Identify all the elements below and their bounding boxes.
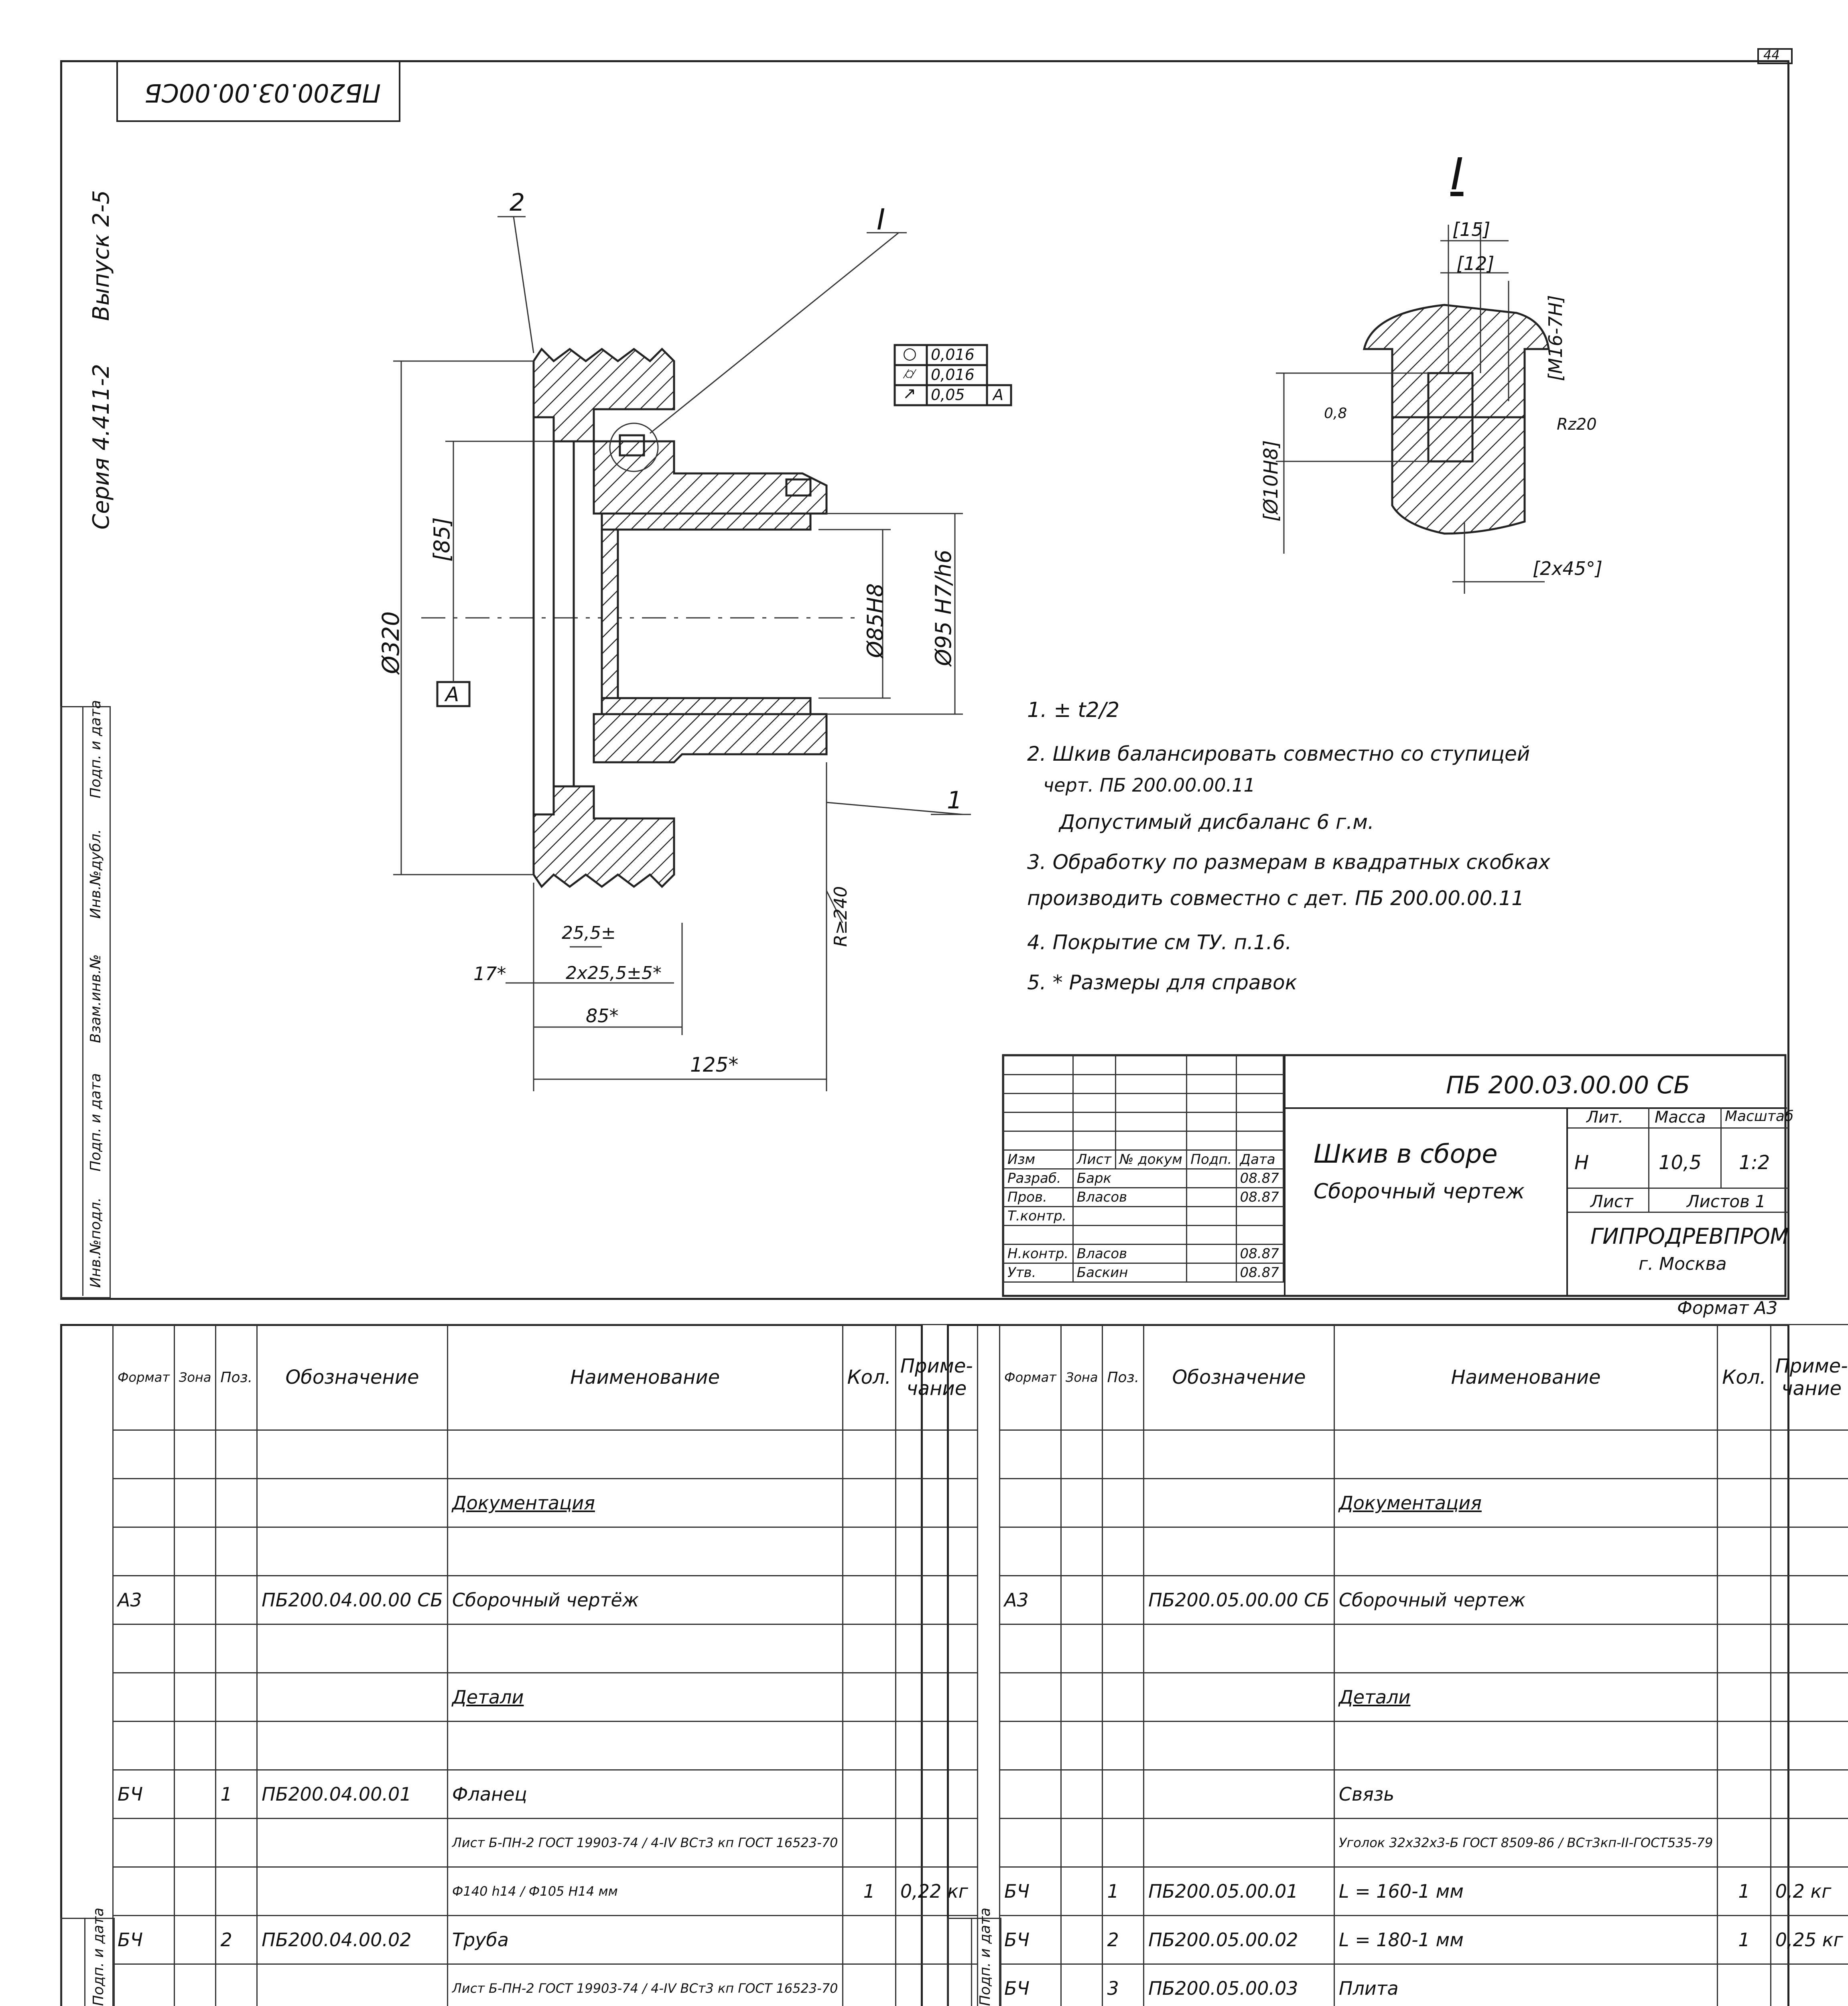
side-label-4: Инв.№дубл. [87,829,104,919]
r-hdr-zone: Зона [1061,1325,1103,1430]
spec-cell-r [1771,1479,1848,1527]
spec-cell-f: БЧ [113,1770,175,1819]
spec-row [113,1916,978,1964]
spec-row [1000,1527,1848,1576]
spec-cell-d [257,1479,448,1527]
spec-cell-r: 0,2 кг [1771,1867,1848,1916]
spec-cell-z [1061,1770,1103,1819]
spec-cell-n: L = 160-1 мм [1334,1867,1717,1916]
spec-cell-q [1718,1479,1771,1527]
spec-row [1000,1673,1848,1722]
r-hdr-note: Приме-чание [1771,1325,1848,1430]
spec-cell-p [1103,1819,1144,1867]
spec-cell-n: Сборочный чертёж [447,1576,843,1624]
tb-r4-role: Н.контр. [1004,1245,1073,1263]
tb-r1-role: Разраб. [1004,1169,1073,1188]
spec-cell-r [1771,1576,1848,1624]
tb-r1-name: Барк [1073,1169,1187,1188]
spec-cell-p [1103,1576,1144,1624]
spec-cell-p [1103,1430,1144,1479]
spec-cell-z [1061,1673,1103,1722]
spec-cell-z [174,1722,216,1770]
spec-cell-p [1103,1722,1144,1770]
spec-cell-f: БЧ [1000,1916,1061,1964]
tb-r5-date: 08.87 [1236,1263,1283,1282]
spec-cell-d [257,1964,448,2006]
detail-rz20: Rz20 [1557,415,1597,434]
spec-cell-f [1000,1479,1061,1527]
spec-cell-d [1144,1673,1334,1722]
spec-cell-f [1000,1722,1061,1770]
spec-row [1000,1479,1848,1527]
spec-cell-f [113,1722,175,1770]
spec-row [113,1673,978,1722]
spec-cell-q [843,1576,896,1624]
spec-cell-d [257,1673,448,1722]
spec-cell-r [1771,1722,1848,1770]
r-hdr-qty: Кол. [1718,1325,1771,1430]
spec-cell-p: 2 [216,1916,257,1964]
dim-2x25: 2х25,5±5* [566,963,662,983]
detail-dim-12: [12] [1456,253,1495,274]
spec-cell-p [1103,1770,1144,1819]
spec-cell-p [216,1673,257,1722]
tb-r1-sign [1187,1169,1236,1188]
spec-cell-n [447,1624,843,1673]
spec-cell-d [1144,1819,1334,1867]
spec-row [113,1624,978,1673]
spec-cell-f [1000,1819,1061,1867]
spec-cell-p [216,1479,257,1527]
spec-cell-p: 2 [1103,1916,1144,1964]
tb-city: г. Москва [1639,1254,1727,1274]
tol-symbol-3: ↗ [903,384,916,403]
spec-cell-z [174,1867,216,1916]
spec-cell-d: ПБ200.04.00.02 [257,1916,448,1964]
spec-cell-f [1000,1430,1061,1479]
spec-cell-z [1061,1916,1103,1964]
detail-dim-m16: [M16-7H] [1545,295,1566,381]
spec-cell-n: Фланец [447,1770,843,1819]
hdr-note: Приме-чание [896,1325,977,1430]
tb-h1: Изм [1004,1150,1073,1169]
hdr-name: Наименование [447,1325,843,1430]
spec-row [1000,1964,1848,2006]
tb-r5-role: Утв. [1004,1263,1073,1282]
tb-scale: 1:2 [1739,1151,1770,1174]
tb-r4-name: Власов [1073,1245,1187,1263]
dim-85b: 85* [586,1005,619,1027]
spec-cell-z [1061,1867,1103,1916]
spec-cell-f [113,1964,175,2006]
tol-value-2: 0,016 [931,366,975,384]
spec-cell-z [174,1479,216,1527]
issue-label: Выпуск 2-5 [88,190,114,321]
tb-org: ГИПРОДРЕВПРОМ [1590,1224,1789,1249]
spec-cell-f [113,1479,175,1527]
spec-cell-n: Труба [447,1916,843,1964]
spec-cell-p: 1 [216,1770,257,1819]
tb-name-2: Сборочный чертеж [1314,1180,1525,1204]
spec-cell-f: БЧ [1000,1964,1061,2006]
spec-row [113,1867,978,1916]
spec-cell-p [216,1819,257,1867]
spec-cell-q [843,1964,896,2006]
note-4: Допустимый дисбаланс 6 г.м. [1059,810,1374,834]
detail-ref: I [877,203,885,236]
spec-cell-d: ПБ200.04.00.00 СБ [257,1576,448,1624]
spec-cell-q: 1 [843,1867,896,1916]
top-format: Формат А3 [1677,1298,1778,1318]
note-3: черт. ПБ 200.00.00.11 [1043,774,1255,796]
spec-cell-q [1718,1964,1771,2006]
spec-cell-f [1000,1770,1061,1819]
spec-cell-q [843,1479,896,1527]
left-spec-table [112,1324,978,2006]
callout-2: 2 [510,189,525,217]
spec-cell-d [1144,1479,1334,1527]
spec-cell-d: ПБ200.05.00.02 [1144,1916,1334,1964]
spec-cell-z [174,1770,216,1819]
spec-cell-q [1718,1527,1771,1576]
spec-cell-n [447,1430,843,1479]
tb-r2-date: 08.87 [1236,1188,1283,1207]
spec-row [1000,1722,1848,1770]
spec-cell-z [1061,1624,1103,1673]
spec-cell-n: Документация [1334,1479,1717,1527]
dim-d85: [85] [429,517,455,562]
top-tb-right [1284,1055,1794,1296]
spec-cell-d [257,1624,448,1673]
tb-code: ПБ 200.03.00.00 СБ [1446,1071,1690,1099]
spec-cell-f: БЧ [1000,1867,1061,1916]
spec-cell-n: Сборочный чертеж [1334,1576,1717,1624]
tb-r3-role: Т.контр. [1004,1207,1073,1226]
spec-cell-q [1718,1624,1771,1673]
spec-cell-z [1061,1527,1103,1576]
hdr-designation: Обозначение [257,1325,448,1430]
spec-row [113,1479,978,1527]
side-stamp-left-divider [84,1918,85,2006]
spec-cell-q [843,1722,896,1770]
spec-row [113,1722,978,1770]
spec-cell-d [1144,1527,1334,1576]
side-label-5: Подп. и дата [87,700,104,798]
spec-cell-z [174,1964,216,2006]
dim-125: 125* [690,1053,739,1076]
tb-h3: № докум [1115,1150,1186,1169]
spec-cell-q [843,1624,896,1673]
spec-cell-f [113,1673,175,1722]
tb-name-1: Шкив в сборе [1314,1139,1498,1169]
spec-cell-q [1718,1819,1771,1867]
spec-cell-d: ПБ200.05.00.01 [1144,1867,1334,1916]
spec-row [113,1576,978,1624]
spec-cell-z [174,1430,216,1479]
spec-row [1000,1576,1848,1624]
spec-cell-r: 0,25 кг [1771,1916,1848,1964]
detail-08: 0,8 [1324,405,1347,422]
spec-cell-n: Детали [1334,1673,1717,1722]
spec-cell-f: А3 [113,1576,175,1624]
spec-cell-z [174,1527,216,1576]
spec-cell-p [216,1964,257,2006]
tol-symbol-2: ⌭ [903,364,914,383]
spec-cell-n: Связь [1334,1770,1717,1819]
spec-cell-d [1144,1624,1334,1673]
spec-cell-r [1771,1964,1848,2006]
tol-value-1: 0,016 [931,346,975,363]
spec-cell-d [1144,1430,1334,1479]
tb-r2-role: Пров. [1004,1188,1073,1207]
spec-cell-n: Лист Б-ПН-2 ГОСТ 19903-74 / 4-IV ВСт3 кп ГОСТ 16523-70 [447,1964,843,2006]
spec-cell-f [113,1624,175,1673]
spec-row [1000,1916,1848,1964]
spec-cell-z [1061,1964,1103,2006]
spec-cell-r: 0,22 кг [896,1867,977,1916]
tb-scale-header: Масштаб [1725,1108,1794,1125]
dim-17: 17* [473,963,506,985]
page-number: 44 [1763,47,1780,63]
tb-mass: 10,5 [1659,1151,1702,1174]
note-2: 2. Шкив балансировать совместно со ступицей [1027,742,1530,765]
tol-symbol-1: ○ [903,344,917,363]
spec-cell-n: Лист Б-ПН-2 ГОСТ 19903-74 / 4-IV ВСт3 кп ГОСТ 16523-70 [447,1819,843,1867]
spec-cell-n [1334,1722,1717,1770]
side-label-1: Инв.№подл. [87,1197,104,1288]
top-title-block-sign [1003,1055,1284,1283]
tol-base-3: A [993,386,1003,404]
spec-cell-z [174,1916,216,1964]
spec-cell-p [216,1722,257,1770]
spec-cell-p [1103,1527,1144,1576]
note-1: 1. ± t2/2 [1027,698,1120,722]
spec-cell-p [1103,1673,1144,1722]
side-stamp-right-divider [971,1918,972,2006]
spec-cell-p [1103,1624,1144,1673]
note-5: 3. Обработку по размерам в квадратных скобках [1027,851,1550,874]
detail-dim-15: [15] [1452,219,1491,240]
note-7: 4. Покрытие см ТУ. п.1.6. [1027,931,1292,954]
spec-cell-q [1718,1576,1771,1624]
spec-cell-d [1144,1722,1334,1770]
tb-r5-name: Баскин [1073,1263,1187,1282]
spec-cell-z [1061,1430,1103,1479]
spec-cell-p [216,1867,257,1916]
tb-r5-sign [1187,1263,1236,1282]
spec-cell-n: Документация [447,1479,843,1527]
spec-cell-q [1718,1673,1771,1722]
spec-cell-z [1061,1479,1103,1527]
tb-r2-sign [1187,1188,1236,1207]
spec-cell-d [257,1527,448,1576]
ls-side-5: Подп. и дата [90,1907,107,2006]
spec-cell-r [1771,1673,1848,1722]
spec-cell-q [1718,1770,1771,1819]
spec-cell-d: ПБ200.05.00.00 СБ [1144,1576,1334,1624]
spec-cell-n: Детали [447,1673,843,1722]
dim-d320: Ø320 [377,611,404,674]
spec-cell-z [174,1819,216,1867]
spec-cell-f [1000,1624,1061,1673]
spec-cell-n [447,1722,843,1770]
datum-a: A [445,683,459,706]
r-hdr-pos: Поз. [1103,1325,1144,1430]
spec-cell-n: Уголок 32х32х3-Б ГОСТ 8509-86 / ВСт3кп-II-ГОСТ535-79 [1334,1819,1717,1867]
tb-r4-sign [1187,1245,1236,1263]
r-hdr-format: Формат [1000,1325,1061,1430]
spec-cell-q: 1 [1718,1916,1771,1964]
tol-value-3: 0,05 [931,386,965,404]
tb-h5: Дата [1236,1150,1283,1169]
detail-dim-2x45: [2х45°] [1533,558,1602,579]
spec-row [1000,1867,1848,1916]
spec-cell-p [1103,1479,1144,1527]
tb-r2-name: Власов [1073,1188,1187,1207]
spec-cell-z [1061,1722,1103,1770]
hdr-format: Формат [113,1325,175,1430]
dim-d95: Ø95 H7/h6 [931,549,956,666]
note-8: 5. * Размеры для справок [1027,971,1297,994]
spec-cell-f [113,1819,175,1867]
spec-cell-p [216,1576,257,1624]
spec-cell-f [1000,1527,1061,1576]
spec-cell-d [1144,1770,1334,1819]
dim-r240: R≥240 [831,886,851,947]
spec-cell-n [1334,1624,1717,1673]
dim-d85h8: Ø85H8 [863,583,888,658]
spec-cell-p: 3 [1103,1964,1144,2006]
tb-r1-date: 08.87 [1236,1169,1283,1188]
spec-cell-q [1718,1430,1771,1479]
r-hdr-name: Наименование [1334,1325,1717,1430]
hdr-zone: Зона [174,1325,216,1430]
spec-cell-z [1061,1576,1103,1624]
spec-cell-r [1771,1527,1848,1576]
spec-cell-f [113,1867,175,1916]
spec-cell-n: L = 180-1 мм [1334,1916,1717,1964]
spec-cell-r [1771,1819,1848,1867]
spec-row [113,1819,978,1867]
tb-h2: Лист [1073,1150,1115,1169]
spec-cell-q [843,1527,896,1576]
spec-row [113,1430,978,1479]
spec-cell-q [843,1916,896,1964]
spec-cell-r [1771,1430,1848,1479]
spec-cell-q: 1 [1718,1867,1771,1916]
spec-cell-d [257,1867,448,1916]
spec-cell-d: ПБ200.04.00.01 [257,1770,448,1819]
series-label: Серия 4.411-2 [88,363,114,530]
tb-sheets: Листов 1 [1687,1192,1766,1211]
right-spec-table [999,1324,1848,2006]
tb-sheet: Лист [1590,1192,1633,1211]
spec-cell-d [257,1819,448,1867]
spec-cell-z [174,1576,216,1624]
spec-cell-f [113,1527,175,1576]
spec-cell-n: Ф140 h14 / Ф105 H14 мм [447,1867,843,1916]
rs-side-5: Подп. и дата [977,1907,993,2006]
hdr-qty: Кол. [843,1325,896,1430]
hdr-pos: Поз. [216,1325,257,1430]
spec-cell-d [257,1430,448,1479]
spec-row [113,1964,978,2006]
spec-cell-z [174,1673,216,1722]
spec-cell-d [257,1722,448,1770]
spec-row [1000,1819,1848,1867]
spec-row [1000,1430,1848,1479]
spec-cell-n [447,1527,843,1576]
tb-r4-date: 08.87 [1236,1245,1283,1263]
tb-lit: Н [1574,1151,1589,1174]
side-label-2: Подп. и дата [87,1073,104,1172]
side-label-3: Взам.инв.№ [87,954,104,1043]
spec-cell-f: А3 [1000,1576,1061,1624]
spec-cell-q [843,1673,896,1722]
r-hdr-designation: Обозначение [1144,1325,1334,1430]
tb-h4: Подп. [1187,1150,1236,1169]
spec-cell-q [843,1430,896,1479]
detail-title: I [1450,148,1464,200]
spec-cell-f [1000,1673,1061,1722]
spec-cell-q [843,1770,896,1819]
spec-cell-z [1061,1819,1103,1867]
tb-mass-header: Масса [1655,1108,1706,1127]
spec-row [1000,1770,1848,1819]
spec-cell-p [216,1527,257,1576]
spec-row [113,1770,978,1819]
spec-cell-p [216,1624,257,1673]
spec-cell-n [1334,1430,1717,1479]
note-6: производить совместно с дет. ПБ 200.00.00.11 [1027,887,1524,910]
spec-cell-n [1334,1527,1717,1576]
spec-cell-r [1771,1770,1848,1819]
code-stamp: ПБ200.03.00.00СБ [144,78,381,108]
spec-cell-p: 1 [1103,1867,1144,1916]
spec-cell-z [174,1624,216,1673]
dim-25: 25,5± [562,923,616,943]
callout-1: 1 [947,786,963,814]
spec-row [1000,1624,1848,1673]
spec-cell-d: ПБ200.05.00.03 [1144,1964,1334,2006]
spec-cell-r [1771,1624,1848,1673]
tb-lit-header: Лит. [1586,1108,1624,1127]
spec-cell-q [1718,1722,1771,1770]
spec-cell-f: БЧ [113,1916,175,1964]
spec-cell-n: Плита [1334,1964,1717,2006]
spec-cell-p [216,1430,257,1479]
spec-cell-q [843,1819,896,1867]
spec-row [113,1527,978,1576]
spec-cell-f [113,1430,175,1479]
detail-dim-d10: [Ø10H8] [1260,440,1282,522]
